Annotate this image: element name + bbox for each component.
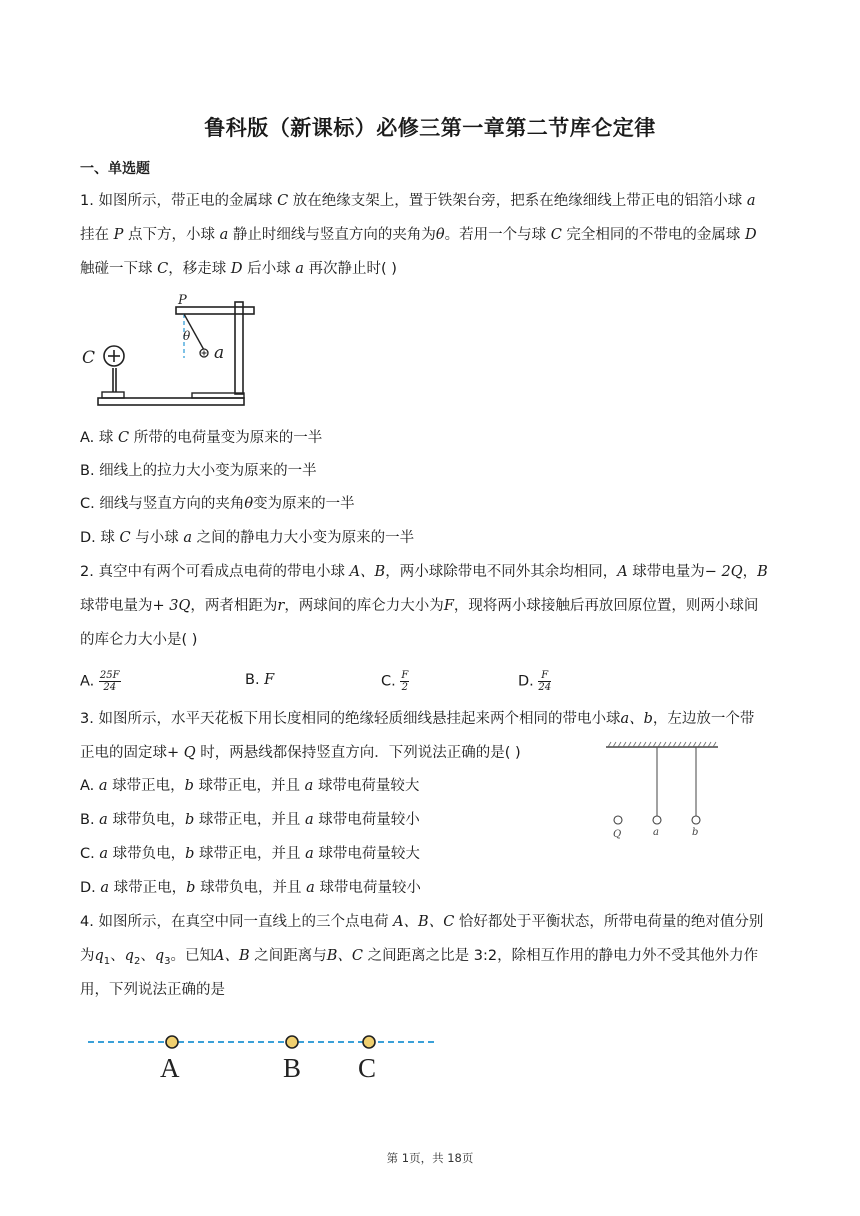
- q2-var: A: [617, 564, 628, 580]
- q2-option-label: C.: [381, 673, 396, 690]
- q2-text: 2. 真空中有两个可看成点电荷的带电小球: [80, 564, 345, 580]
- q4-line-3: [80, 980, 225, 1000]
- q1-text: ，移走球: [168, 261, 227, 277]
- q3-figure-ball-b: [692, 816, 700, 824]
- q1-text: 1. 如图所示，带正电的金属球: [80, 193, 273, 209]
- q4-var: q: [154, 948, 165, 964]
- q4-text: 恰好都处于平衡状态，所带电荷量的绝对值分别: [458, 914, 764, 930]
- q3-text: 球带电荷量较小: [318, 812, 420, 828]
- q4-line-2: [80, 946, 758, 972]
- fraction-numerator: 25F: [99, 670, 120, 681]
- q1-figure-stand-foot: [102, 392, 124, 398]
- q1-var: C: [118, 430, 130, 446]
- fraction-denominator: 24: [538, 682, 552, 693]
- q3-var: a: [304, 812, 314, 828]
- q3-figure-ceiling-hatch: [608, 742, 716, 747]
- q3-text: 球带负电，并且: [200, 880, 302, 896]
- q1-var: a: [295, 261, 304, 277]
- q1-figure-post: [235, 302, 243, 394]
- section-heading: 一、单选题: [80, 161, 150, 177]
- q3-var: a: [98, 778, 108, 794]
- q1-option-c[interactable]: [80, 494, 355, 514]
- q4-var: q: [124, 948, 134, 964]
- q3-text: 球带正电，: [113, 880, 187, 896]
- q1-var: C: [119, 530, 131, 546]
- q3-var: a: [304, 778, 314, 794]
- q3-line-2: [80, 743, 521, 763]
- q2-text: 的库仑力大小是( ): [80, 632, 198, 648]
- q1-figure-label-p: P: [178, 293, 187, 308]
- q1-text: 后小球: [247, 261, 291, 277]
- q3-figure-label-b: b: [692, 827, 699, 838]
- q1-var: C: [550, 227, 562, 243]
- q2-var: F: [443, 598, 454, 614]
- q2-option-b[interactable]: [245, 670, 274, 690]
- q4-subscript: 1: [103, 955, 111, 967]
- q2-text: ，两球间的库仑力大小为: [284, 598, 444, 614]
- q1-var: a: [746, 193, 756, 209]
- q3-option-d[interactable]: [80, 878, 421, 898]
- q3-text: 球带正电，并且: [198, 778, 301, 794]
- q1-option-a[interactable]: [80, 428, 322, 448]
- q4-text: 、: [140, 948, 155, 964]
- q3-var: + Q: [167, 745, 196, 761]
- q4-figure: [88, 1026, 438, 1082]
- q2-text: ，两者相距为: [190, 598, 278, 614]
- q3-option-label: D.: [80, 880, 96, 896]
- q2-option-label: B.: [245, 672, 260, 688]
- q4-text: 、: [110, 948, 125, 964]
- fraction-denominator: 2: [401, 682, 408, 693]
- q4-subscript: 2: [133, 955, 141, 967]
- q1-text: 放在绝缘支架上，置于铁架台旁，把系在绝缘细线上带正电的铝箔小球: [292, 193, 743, 209]
- q3-option-label: B.: [80, 812, 95, 828]
- q2-var: − 2Q: [704, 564, 743, 580]
- fraction-numerator: F: [538, 670, 551, 682]
- q2-option-d[interactable]: [518, 670, 551, 693]
- q4-figure-label-a: A: [160, 1053, 180, 1083]
- q2-var: r: [277, 598, 285, 614]
- q2-fraction: [538, 670, 551, 693]
- q1-figure: [80, 290, 270, 412]
- q1-text: 。若用一个与球: [444, 227, 547, 243]
- q3-text: 球带正电，: [112, 778, 185, 794]
- q2-var: F: [264, 672, 275, 688]
- q3-text: 球带电荷量较大: [317, 778, 420, 794]
- q1-figure-label-theta: θ: [183, 329, 191, 343]
- q1-var: D: [230, 261, 243, 277]
- q1-text: 再次静止时( ): [308, 261, 397, 277]
- q1-option-b[interactable]: [80, 461, 317, 481]
- q3-text: 球带电荷量较大: [318, 846, 420, 862]
- q4-figure-charge-b: [286, 1036, 298, 1048]
- q3-var: a: [100, 880, 110, 896]
- q2-var: + 3Q: [152, 598, 191, 614]
- q3-text: 球带电荷量较小: [319, 880, 421, 896]
- q1-text: 静止时细线与竖直方向的夹角为: [232, 227, 436, 243]
- q3-var: a: [99, 812, 108, 828]
- q3-var: a: [99, 846, 108, 862]
- q1-text: A. 球: [80, 430, 114, 446]
- q2-option-label: D.: [518, 673, 534, 690]
- q3-text: 球带负电，: [112, 846, 186, 862]
- fraction-numerator: F: [401, 670, 409, 681]
- q2-text: ，两小球除带电不同外其余均相同，: [385, 564, 618, 580]
- q4-line-1: [80, 912, 763, 932]
- q1-figure-label-c: C: [82, 348, 96, 368]
- q1-var: C: [277, 193, 289, 209]
- q2-option-a[interactable]: [80, 670, 121, 693]
- q3-text: 球带正电，并且: [199, 846, 301, 862]
- q4-text: 为: [80, 948, 95, 964]
- q3-option-b[interactable]: [80, 810, 420, 830]
- q2-fraction: [99, 670, 121, 693]
- q3-line-1: [80, 709, 754, 729]
- q2-line-1: [80, 562, 768, 582]
- q1-var: a: [219, 227, 229, 243]
- q4-text: 4. 如图所示，在真空中同一直线上的三个点电荷: [80, 914, 389, 930]
- q1-text: 点下方，小球: [127, 227, 215, 243]
- q3-option-c[interactable]: [80, 844, 420, 864]
- q2-option-label: A.: [80, 673, 95, 690]
- q3-var: b: [185, 846, 195, 862]
- q3-text: 3. 如图所示，水平天花板下用长度相同的绝缘轻质细线悬挂起来两个相同的带电小球: [80, 711, 621, 727]
- q3-figure-label-q: Q: [613, 829, 622, 840]
- q3-var: b: [186, 880, 196, 896]
- q4-var: A、B: [214, 948, 250, 964]
- q1-var: C: [157, 261, 169, 277]
- q1-var: P: [113, 227, 124, 243]
- q1-figure-base: [98, 398, 244, 405]
- q1-var: a: [183, 530, 192, 546]
- q1-var: θ: [435, 227, 445, 243]
- q4-var: A、B、C: [393, 914, 455, 930]
- q1-text: 之间的静电力大小变为原来的一半: [196, 530, 415, 546]
- q3-figure-label-a: a: [653, 827, 659, 838]
- q3-option-a[interactable]: [80, 776, 419, 796]
- q1-line-1: [80, 191, 756, 211]
- q4-subscript: 3: [164, 955, 171, 967]
- q4-var: q: [94, 948, 104, 964]
- q1-text: 触碰一下球: [80, 261, 153, 277]
- q2-var: A、B: [349, 564, 386, 580]
- q1-text: 与小球: [135, 530, 179, 546]
- q3-var: a: [305, 846, 314, 862]
- q3-text: 球带正电，并且: [198, 812, 301, 828]
- q3-figure-ball-a: [653, 816, 661, 824]
- q1-text: 完全相同的不带电的金属球: [566, 227, 741, 243]
- q3-option-label: C.: [80, 846, 95, 862]
- q4-text: ，除相互作用的静电力外不受其他外力作: [497, 948, 759, 964]
- q4-text: 之间距离之比是: [367, 948, 470, 964]
- q1-line-2: [80, 225, 757, 245]
- q1-text: B. 细线上的拉力大小变为原来的一半: [80, 463, 317, 479]
- q4-text: 。已知: [170, 948, 215, 964]
- q4-var: B、C: [326, 948, 364, 964]
- q3-var: b: [184, 778, 194, 794]
- q1-line-3: [80, 259, 397, 279]
- q3-text: 时，两悬线都保持竖直方向．下列说法正确的是( ): [200, 745, 521, 761]
- q3-var: b: [184, 812, 195, 828]
- q3-text: ，左边放一个带: [652, 711, 755, 727]
- q4-figure-charge-a: [166, 1036, 178, 1048]
- q2-var: B: [757, 564, 768, 580]
- q2-text: 球带电量为: [632, 564, 705, 580]
- q1-var: D: [745, 227, 757, 243]
- q2-line-2: [80, 596, 758, 616]
- q3-figure: [600, 738, 722, 842]
- page-title: 鲁科版（新课标）必修三第一章第二节库仑定律: [204, 116, 656, 140]
- q4-figure-charge-c: [363, 1036, 375, 1048]
- page-footer: 第 1页，共 18页: [386, 1151, 474, 1165]
- q4-text: 3:2: [473, 948, 498, 964]
- q1-text: 所带的电荷量变为原来的一半: [133, 430, 323, 446]
- q4-text: 用，下列说法正确的是: [80, 982, 225, 998]
- q3-figure-ball-q: [614, 816, 622, 824]
- q1-text: 挂在: [80, 227, 109, 243]
- q1-text: 变为原来的一半: [253, 496, 355, 512]
- q1-var: θ: [244, 496, 254, 512]
- q4-figure-label-c: C: [358, 1053, 377, 1083]
- q4-figure-label-b: B: [283, 1053, 302, 1083]
- q3-text: 球带负电，: [112, 812, 185, 828]
- q1-option-d[interactable]: [80, 528, 414, 548]
- q3-option-label: A.: [80, 778, 95, 794]
- q3-var: a: [306, 880, 315, 896]
- q2-text: 球带电量为: [80, 598, 153, 614]
- q1-text: D. 球: [80, 530, 115, 546]
- q2-text: ，: [742, 564, 758, 580]
- q4-text: 之间距离与: [254, 948, 327, 964]
- q2-text: ，现将两小球接触后再放回原位置，则两小球间: [453, 598, 759, 614]
- q3-var: a、b: [620, 711, 653, 727]
- q3-text: 正电的固定球: [80, 745, 167, 761]
- fraction-denominator: 24: [103, 682, 117, 693]
- q2-fraction: [400, 670, 409, 693]
- q1-text: C. 细线与竖直方向的夹角: [80, 496, 245, 512]
- q2-line-3: [80, 630, 197, 650]
- q1-figure-label-a: a: [214, 343, 225, 363]
- q2-option-c[interactable]: [381, 670, 409, 693]
